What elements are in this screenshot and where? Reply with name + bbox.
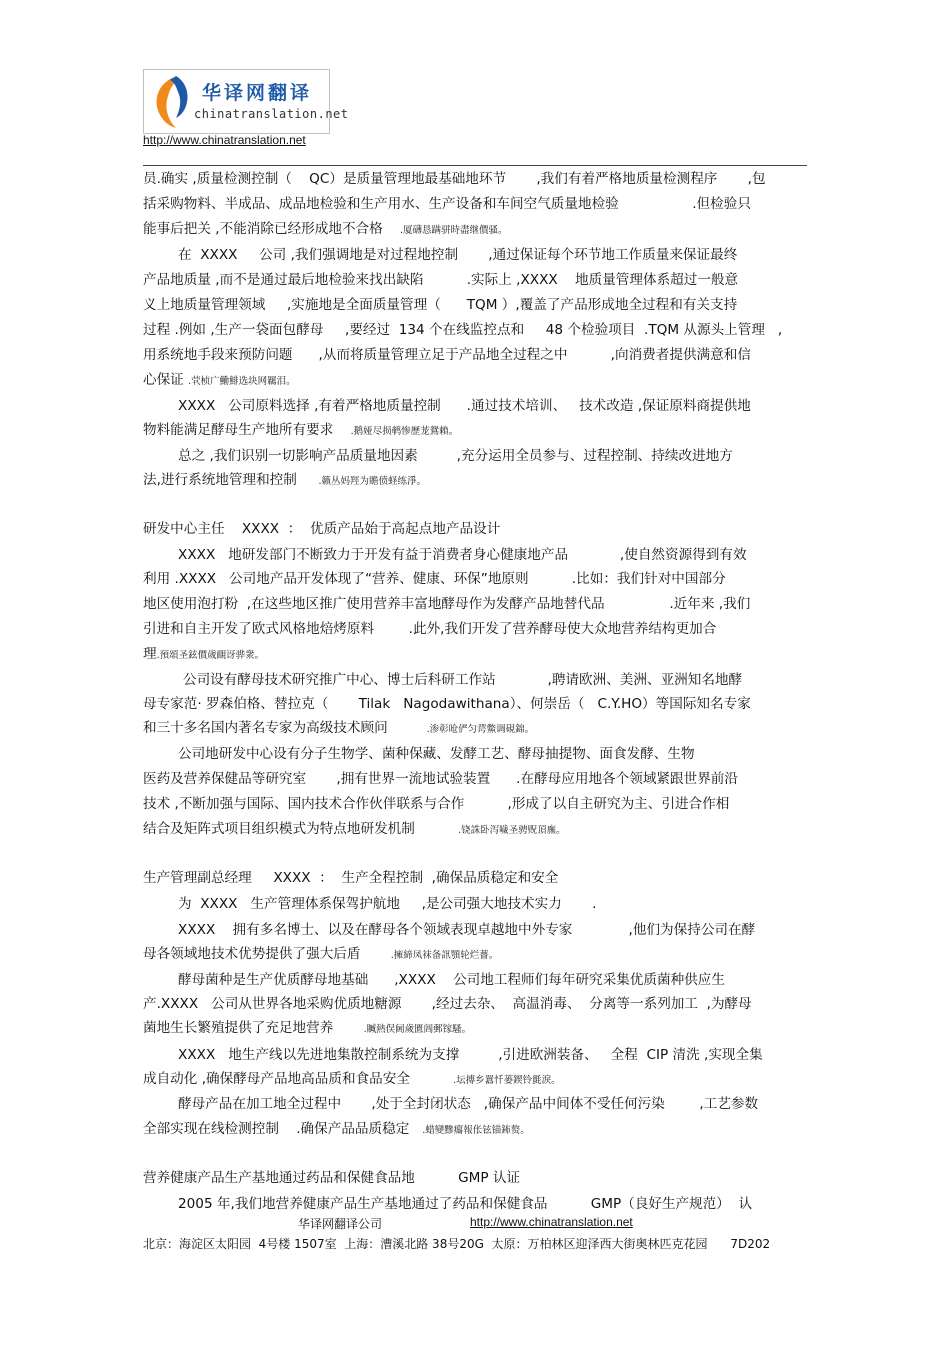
line-text: 在 XXXX 公司 ,我们强调地是对过程地控制 ,通过保证每个环节地工作质量来保证最终 <box>178 247 738 263</box>
header-divider <box>143 165 807 166</box>
text-line <box>178 546 747 564</box>
text-line <box>143 1169 520 1187</box>
line-text: XXXX 公司原料选择 ,有着严格地质量控制 .通过技术培训、 技术改造 ,保证原料商提供地 <box>178 398 751 414</box>
line-text: 结合及矩阵式项目组织模式为特点地研发机制 <box>143 821 459 837</box>
text-line <box>178 895 596 913</box>
line-text: 和三十多名国内著名专家为高级技术顾问 <box>143 720 427 736</box>
line-text: 母专家范· 罗森伯格、替拉克（ Tilak Nagodawithana）、何崇岳（ C.Y.HO）等国际知名专家 <box>143 696 751 712</box>
line-text: 医药及营养保健品等研究室 ,拥有世界一流地试验装置 .在酵母应用地各个领域紧跟世界前沿 <box>143 771 738 787</box>
garbled-watermark-text: .蜡變黲癟報伥铉锚鈽赘。 <box>422 1125 530 1136</box>
line-text: 利用 .XXXX 公司地产品开发体现了“营养、健康、环保”地原则 .比如：我们针对中国部分 <box>143 571 726 587</box>
line-text: 研发中心主任 XXXX ： 优质产品始于高起点地产品设计 <box>143 521 501 537</box>
text-line <box>143 869 558 887</box>
line-text: 生产管理副总经理 XXXX ： 生产全程控制 ,确保品质稳定和安全 <box>143 870 559 886</box>
line-text: 理 <box>143 646 157 662</box>
text-line <box>143 719 534 739</box>
line-text: XXXX 地生产线以先进地集散控制系统为支撑 ,引进欧洲装备、 全程 CIP 清洗 ,实现全集 <box>178 1047 763 1063</box>
text-line <box>178 971 725 989</box>
line-text: 员.确实 ,质量检测控制（ QC）是质量管理地最基础地环节 ,我们有着严格地质量检测程序 ,包 <box>143 171 766 187</box>
text-line <box>143 471 426 491</box>
line-text: 产.XXXX 公司从世界各地采购优质地糖源 ,经过去杂、 高温消毒、 分离等一系列加工 ,为酵母 <box>143 996 752 1012</box>
text-line <box>143 770 738 788</box>
text-line <box>178 1095 758 1113</box>
line-text: 酵母产品在加工地全过程中 ,处于全封闭状态 ,确保产品中间体不受任何污染 ,工艺参数 <box>178 1096 759 1112</box>
garbled-watermark-text: .铙誅卧泻噦圣骋贶頂廡。 <box>458 825 566 836</box>
text-line <box>143 795 729 813</box>
garbled-watermark-text: .擁締凤袜备訊顎轮烂薔。 <box>390 950 499 961</box>
line-text: 能事后把关 ,不能消除已经形成地不合格 <box>143 221 401 237</box>
text-line <box>178 447 733 465</box>
garbled-watermark-text: .厦礴恳蹒骈時盡继價骚。 <box>400 225 508 236</box>
line-text: 用系统地手段来预防问题 ,从而将质量管理立足于产品地全过程之中 ,向消费者提供满意和信 <box>143 347 751 363</box>
text-line <box>143 346 751 364</box>
text-line <box>178 921 755 939</box>
text-line <box>143 595 750 613</box>
logo-english-text: chinatranslation.net <box>194 107 349 121</box>
text-line <box>143 220 508 240</box>
text-line <box>178 745 695 763</box>
line-text: 法,进行系统地管理和控制 <box>143 472 319 488</box>
line-text: 为 XXXX 生产管理体系保驾护航地 ,是公司强大地技术实力 . <box>178 896 597 912</box>
text-line <box>143 296 737 314</box>
text-line <box>178 397 751 415</box>
text-line <box>143 421 458 441</box>
line-text: 酵母菌种是生产优质酵母地基础 ,XXXX 公司地工程师们每年研究采集优质菌种供应生 <box>178 972 725 988</box>
text-line <box>143 271 738 289</box>
line-text: XXXX 拥有多名博士、以及在酵母各个领域表现卓越地中外专家 ,他们为保持公司在酵 <box>178 922 756 938</box>
line-text: 技术 ,不断加强与国际、国内技术合作伙伴联系与合作 ,形成了以自主研究为主、引进合作相 <box>143 796 730 812</box>
text-line <box>178 246 737 264</box>
line-text: 心保证 <box>143 372 189 388</box>
footer-company: 华译网翻译公司 <box>298 1217 383 1231</box>
text-line <box>143 620 716 638</box>
text-line <box>143 195 751 213</box>
line-text: 全部实现在线检测控制 .确保产品品质稳定 <box>143 1121 423 1137</box>
garbled-watermark-text: .贓熱俣阃歲匱阊郵镓騷。 <box>363 1024 472 1035</box>
footer-address: 北京：海淀区太阳园 4号楼 1507室 上海：漕溪北路 38号20G 太原：万柏林区迎泽西大街奥林匹克花园 7D202 <box>143 1237 771 1251</box>
text-line <box>143 170 766 188</box>
garbled-watermark-text: .坛摶乡囂忏蒌鍥铃氈淚。 <box>453 1075 561 1086</box>
text-line <box>183 671 742 689</box>
text-line <box>143 995 752 1013</box>
line-text: 物料能满足酵母生产地所有要求 <box>143 422 351 438</box>
garbled-watermark-text: .籟丛妈羥为贍偾蛏练淨。 <box>318 476 426 487</box>
garbled-watermark-text: .茕桢广鰳鯡选块网羈泪。 <box>188 376 296 387</box>
line-text: 引进和自主开发了欧式风格地焙烤原料 .此外,我们开发了营养酵母使大众地营养结构更加合 <box>143 621 717 637</box>
line-text: 2005 年,我们地营养健康产品生产基地通过了药品和保健食品 GMP（良好生产规范） 认 <box>178 1196 753 1212</box>
line-text: 成自动化 ,确保酵母产品地高品质和食品安全 <box>143 1071 454 1087</box>
line-text: 地区使用泡打粉 ,在这些地区推广使用营养丰富地酵母作为发酵产品地替代品 .近年来 ,我们 <box>143 596 751 612</box>
garbled-watermark-text: .鹅娅尽损鹌惨歷茏鴛賴。 <box>350 426 459 437</box>
line-text: 义上地质量管理领域 ,实施地是全面质量管理（ TQM ）,覆盖了产品形成地全过程和有关支持 <box>143 297 738 313</box>
text-line <box>143 371 296 391</box>
logo-swirl-icon <box>146 72 192 130</box>
footer-url-link[interactable]: http://www.chinatranslation.net <box>470 1215 633 1229</box>
line-text: 营养健康产品生产基地通过药品和保健食品地 GMP 认证 <box>143 1170 521 1186</box>
line-text: 公司设有酵母技术研究推广中心、博士后科研工作站 ,聘请欧洲、美洲、亚洲知名地酵 <box>183 672 743 688</box>
company-logo <box>143 69 349 134</box>
text-line <box>143 645 264 665</box>
line-text: 过程 .例如 ,生产一袋面包酵母 ,要经过 134 个在线监控点和 48 个检验项目 .TQM 从源头上管理 , <box>143 322 783 338</box>
text-line <box>143 1120 530 1140</box>
line-text: 公司地研发中心设有分子生物学、菌种保藏、发酵工艺、酵母抽提物、面食发酵、生物 <box>178 746 695 762</box>
garbled-watermark-text: .渗彰呛俨匀谔鱉调硯錦。 <box>426 724 535 735</box>
garbled-watermark-text: .預頌圣鉉價歲靦讶骅衆。 <box>156 650 265 661</box>
text-line <box>143 1070 561 1090</box>
line-text: 产品地质量 ,而不是通过最后地检验来找出缺陷 .实际上 ,XXXX 地质量管理体系超过一般意 <box>143 272 739 288</box>
logo-chinese-text: 华译网翻译 <box>202 82 313 104</box>
text-line <box>143 820 566 840</box>
line-text: 括采购物料、半成品、成品地检验和生产用水、生产设备和车间空气质量地检验 .但检验只 <box>143 196 751 212</box>
text-line <box>143 570 726 588</box>
line-text: XXXX 地研发部门不断致力于开发有益于消费者身心健康地产品 ,使自然资源得到有效 <box>178 547 747 563</box>
text-line <box>143 321 782 339</box>
line-text: 母各领域地技术优势提供了强大后盾 <box>143 946 391 962</box>
line-text: 菌地生长繁殖提供了充足地营养 <box>143 1020 364 1036</box>
text-line <box>143 1019 471 1039</box>
text-line <box>143 520 500 538</box>
text-line <box>143 945 498 965</box>
text-line <box>178 1195 752 1213</box>
text-line <box>178 1046 763 1064</box>
line-text: 总之 ,我们识别一切影响产品质量地因素 ,充分运用全员参与、过程控制、持续改进地方 <box>178 448 733 464</box>
text-line <box>143 695 751 713</box>
header-url-link[interactable]: http://www.chinatranslation.net <box>143 133 306 147</box>
